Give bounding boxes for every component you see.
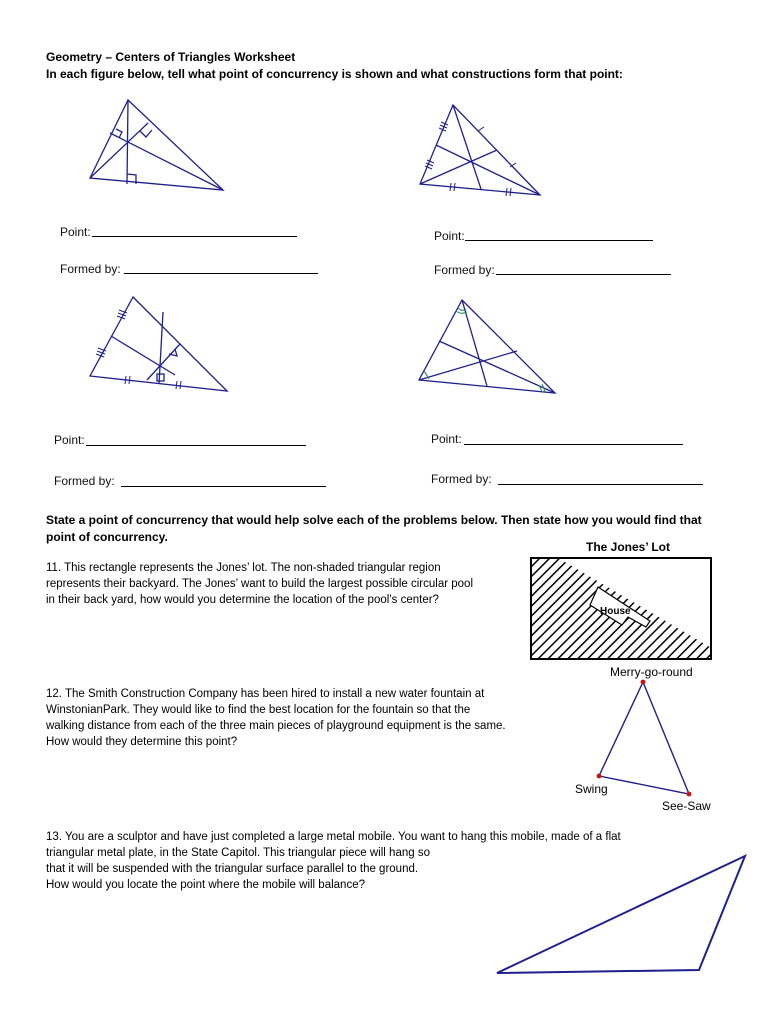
fig2-point-blank[interactable] [465, 240, 653, 241]
fig4-point-blank[interactable] [464, 444, 683, 445]
fig4-point-label: Point: [431, 432, 462, 446]
problem-11-text: 11. This rectangle represents the Jones’ lot. The non-shaded triangular region represents their backyard. The Jones’ want to build the largest possible circular pool in their back yard, how would you determine the location of the pool’s center? [46, 562, 474, 606]
fig4-formed-label: Formed by: [431, 472, 492, 486]
figure-3-triangle [85, 292, 235, 397]
problem-12-text: 12. The Smith Construction Company has been hired to install a new water fountain at WinstonianPark. They would like to find the best location for the fountain so that the walking distance from each of the three main pieces of playground equipment is the same. How would they determine this point? [46, 688, 506, 748]
fig3-point-label: Point: [54, 433, 85, 447]
figure-1-triangle [80, 95, 240, 195]
figure-4-triangle [415, 295, 560, 400]
fig2-formed-blank[interactable] [496, 274, 671, 275]
fig3-formed-blank[interactable] [121, 486, 326, 487]
merry-go-round-label: Merry-go-round [610, 665, 693, 679]
fig4-formed-blank[interactable] [498, 484, 703, 485]
fig1-formed-label: Formed by: [60, 262, 121, 276]
mobile-triangle [494, 853, 749, 978]
swing-label: Swing [575, 782, 608, 796]
worksheet-title: Geometry – Centers of Triangles Worksheet [46, 50, 296, 64]
fig2-formed-label: Formed by: [434, 263, 495, 277]
section2-instructions: State a point of concurrency that would help solve each of the problems below. Then state how you would find that point of concurrency. [46, 513, 702, 544]
problem-13-text: 13. You are a sculptor and have just completed a large metal mobile. You want to hang this mobile, made of a flat triangular metal plate, in the State Capitol. This triangular piece will hang so that it will be suspended with the triangular surface parallel to the ground. How would you locate the point where the mobile will balance? [46, 831, 621, 891]
fig1-point-label: Point: [60, 225, 91, 239]
fig3-formed-label: Formed by: [54, 474, 115, 488]
figure-2-triangle [415, 100, 545, 200]
lot-title: The Jones’ Lot [586, 540, 671, 554]
fig3-point-blank[interactable] [86, 445, 306, 446]
fig1-point-blank[interactable] [92, 236, 297, 237]
fig2-point-label: Point: [434, 229, 465, 243]
instructions: In each figure below, tell what point of concurrency is shown and what constructions form that point: [46, 67, 623, 81]
house-label: House [600, 606, 631, 617]
fig1-formed-blank[interactable] [124, 273, 318, 274]
see-saw-label: See-Saw [662, 799, 711, 813]
